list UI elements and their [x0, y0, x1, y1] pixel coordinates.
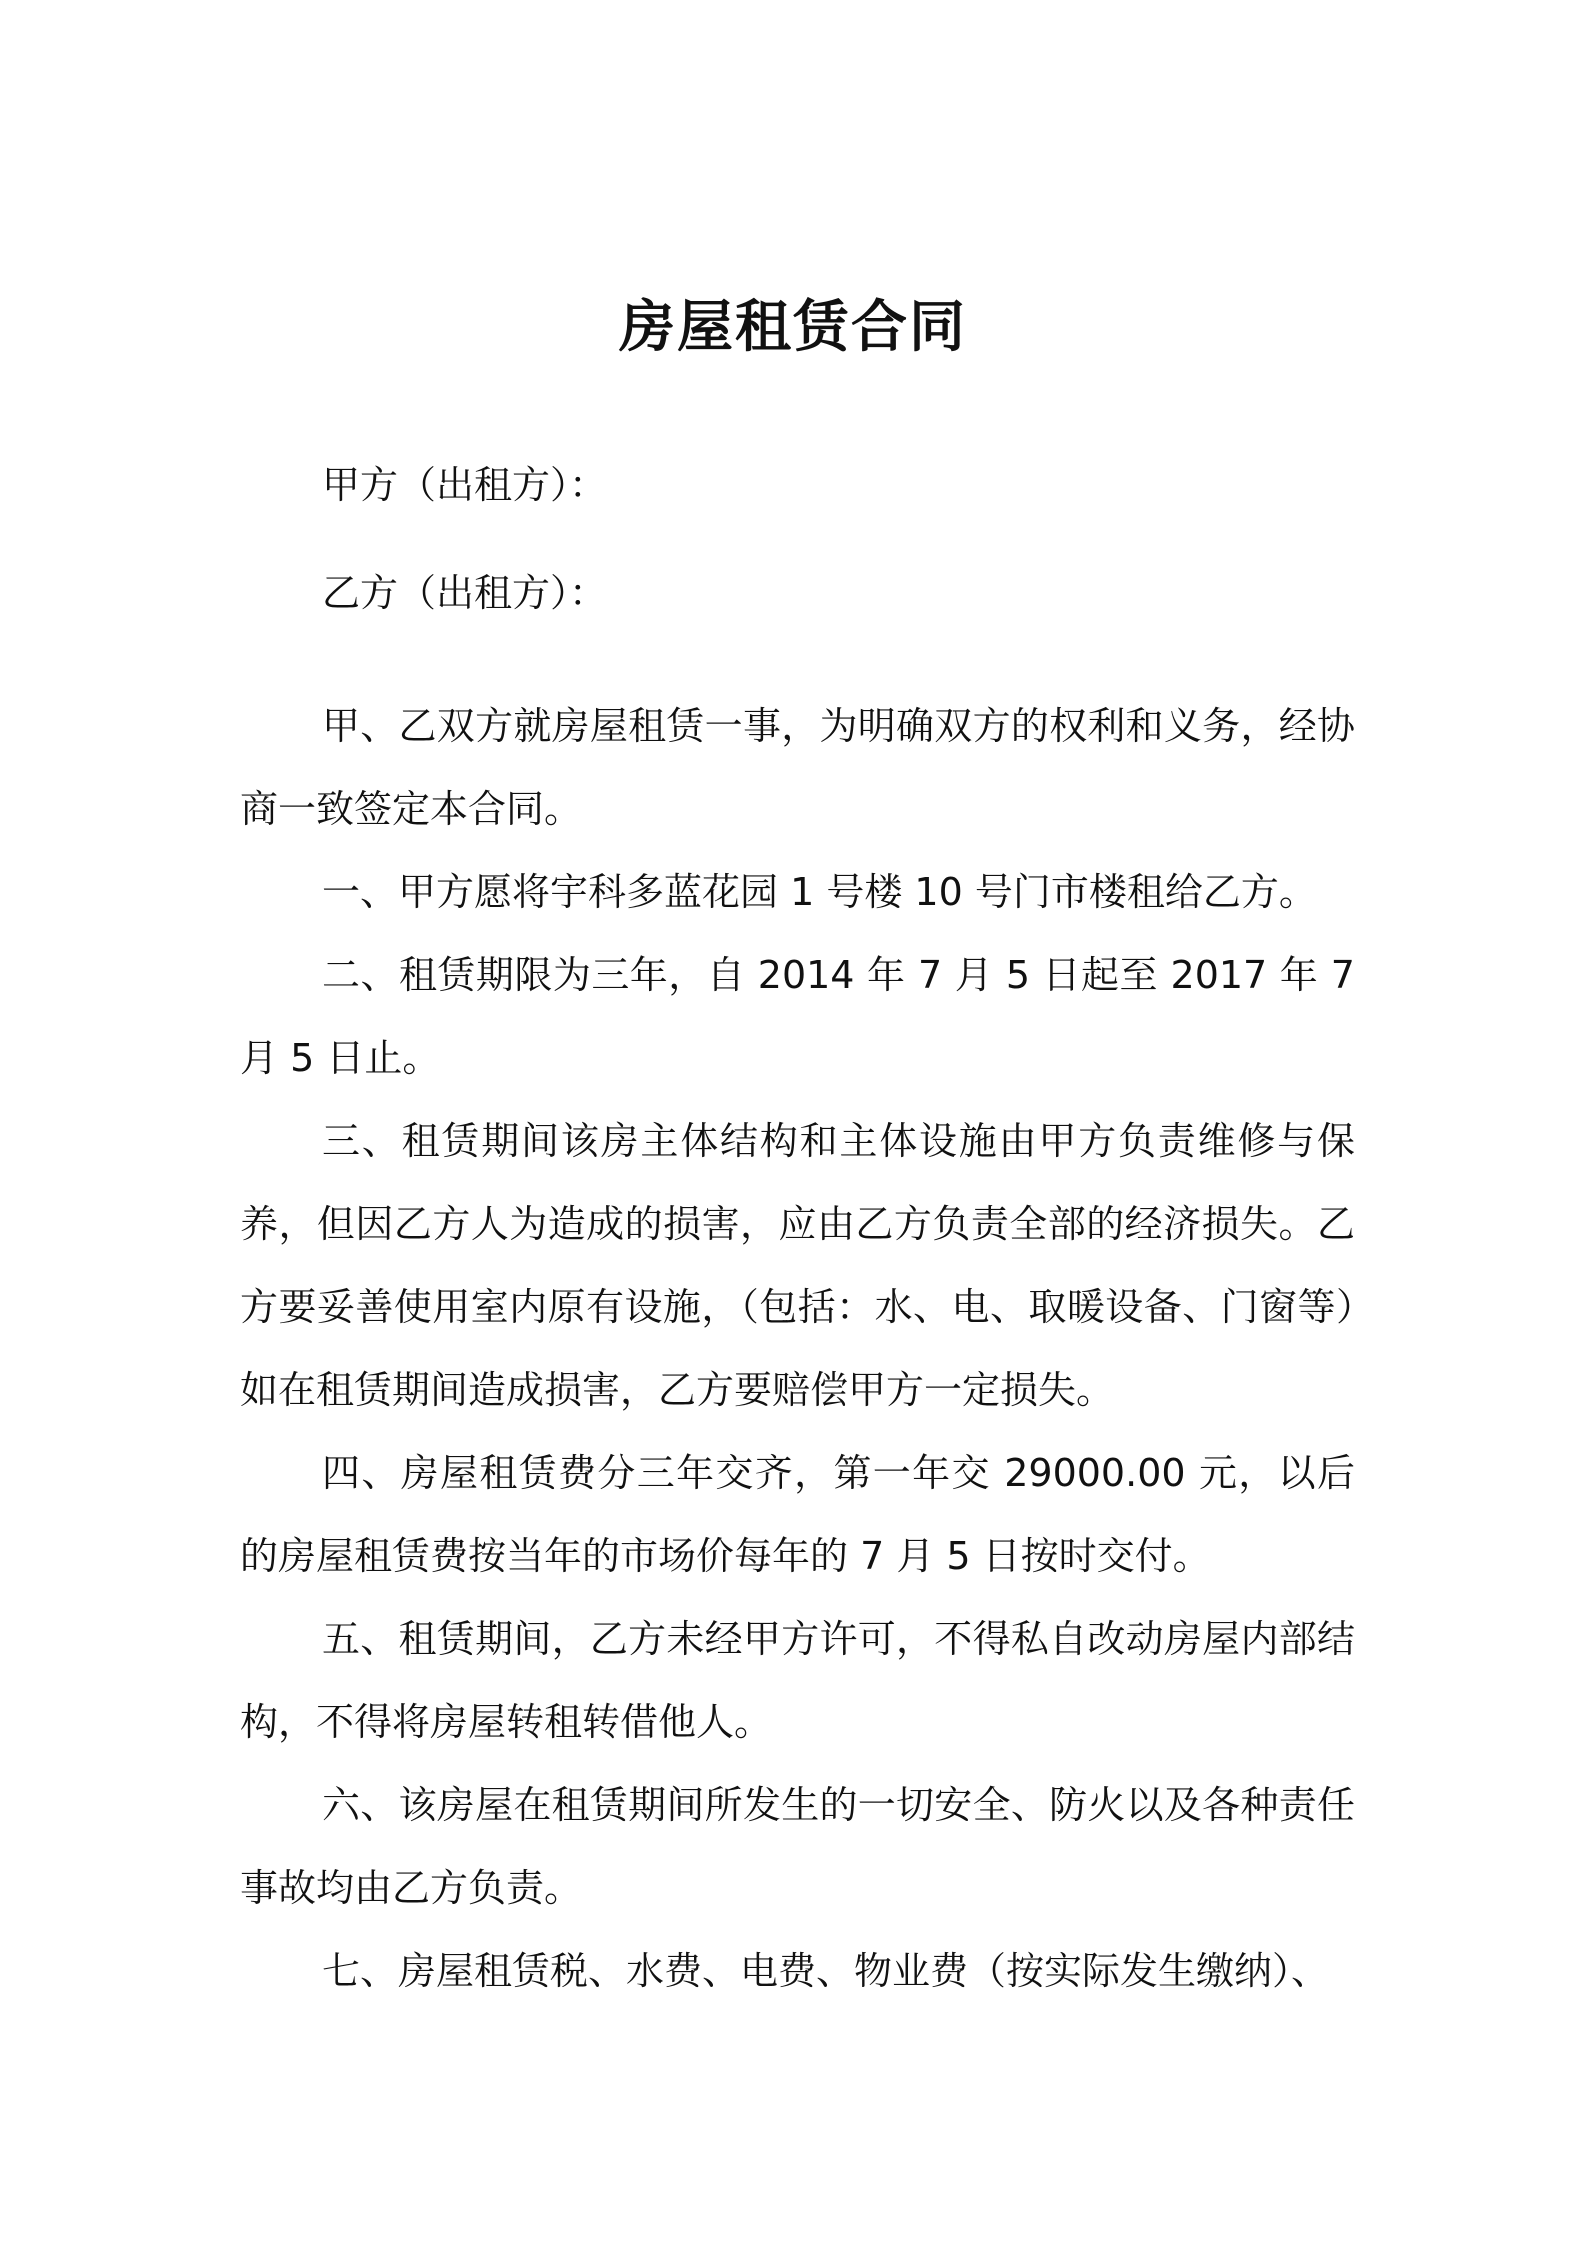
clause-4: 四、房屋租赁费分三年交齐，第一年交 29000.00 元，以后的房屋租赁费按当年的市场价每年的 7 月 5 日按时交付。	[240, 1451, 1355, 1578]
party-a-line: 甲方（出租方）：	[322, 463, 608, 507]
preamble-paragraph: 甲、乙双方就房屋租赁一事，为明确双方的权利和义务，经协商一致签定本合同。	[240, 704, 1355, 831]
clause-5: 五、租赁期间，乙方未经甲方许可，不得私自改动房屋内部结构，不得将房屋转租转借他人。	[240, 1617, 1355, 1744]
clause-2: 二、租赁期限为三年，自 2014 年 7 月 5 日起至 2017 年 7 月 5 日止。	[240, 953, 1355, 1080]
clause-7-partial: 七、房屋租赁税、水费、电费、物业费（按实际发生缴纳）、	[322, 1949, 1330, 1993]
document-title: 房屋租赁合同	[619, 295, 967, 360]
contract-clauses	[240, 685, 1355, 2013]
document-body	[240, 455, 1355, 2013]
clause-3: 三、租赁期间该房主体结构和主体设施由甲方负责维修与保养，但因乙方人为造成的损害，应由乙方负责全部的经济损失。乙方要妥善使用室内原有设施，（包括：水、电、取暖设备、门窗等）如在租赁期间造成损害，乙方要赔偿甲方一定损失。	[240, 1119, 1355, 1412]
party-b-line: 乙方（出租方）：	[322, 571, 608, 615]
clause-6: 六、该房屋在租赁期间所发生的一切安全、防火以及各种责任事故均由乙方负责。	[240, 1783, 1355, 1910]
clause-1: 一、甲方愿将宇科多蓝花园 1 号楼 10 号门市楼租给乙方。	[322, 870, 1317, 914]
